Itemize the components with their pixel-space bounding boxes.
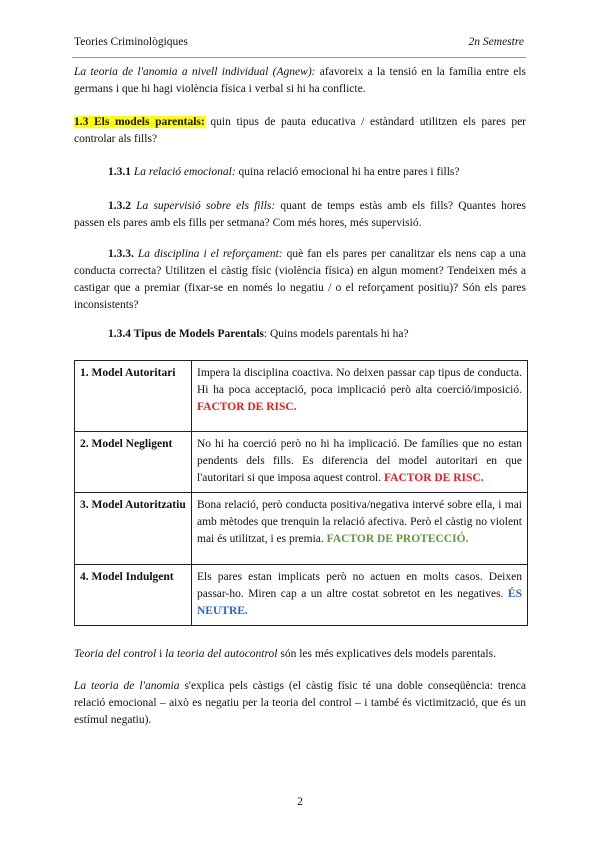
section-1-3-2-title: La supervisió sobre els fills: xyxy=(136,200,276,212)
section-1-3-2-text: quant de temps estàs amb els fills? Quantes hores passen els pares amb els fills per setmana? Com més hores, més supervisió. xyxy=(74,200,526,229)
model-description-text: Els pares estan implicats però no actuen en molts casos. Deixen passar-ho. Miren cap a un altre costat sobretot en les negatives. xyxy=(197,571,522,600)
risk-factor-tag: FACTOR DE RISC. xyxy=(197,401,297,413)
model-name: 3. Model Autoritzatiu xyxy=(75,493,192,565)
section-1-3 xyxy=(74,114,526,148)
control-theory-text: són les més explicatives dels models parentals. xyxy=(277,648,496,660)
section-1-3-text: quin tipus de pauta educativa / estàndard utilitzen els pares per controlar als fills? xyxy=(74,116,526,145)
parental-models-table xyxy=(74,360,528,626)
table-row xyxy=(75,361,528,432)
section-1-3-1-title: La relació emocional: xyxy=(133,166,236,178)
model-name: 2. Model Negligent xyxy=(75,432,192,493)
paragraph-control-theory xyxy=(74,646,526,663)
anomia-individual-text: afavoreix a la tensió en la família entre els germans i que hi hagi violència física i verbal si hi ha conflicte. xyxy=(74,66,526,95)
section-1-3-4 xyxy=(74,326,526,343)
header-course-title: Teories Criminològiques xyxy=(74,36,188,48)
section-1-3-3-number: 1.3.3. xyxy=(108,248,138,260)
section-1-3-1-number: 1.3.1 xyxy=(108,166,134,178)
protection-factor-tag: FACTOR DE PROTECCIÓ. xyxy=(326,533,469,545)
model-name: 1. Model Autoritari xyxy=(75,361,192,432)
model-description xyxy=(192,361,528,432)
anomia-punishment-text: s'explica pels càstigs (el càstig físic té una doble conseqüència: trenca relació emocional – això es negatiu per la teoria del control – i també és victimització, que és un estímul negatiu). xyxy=(74,680,527,726)
table-row xyxy=(75,432,528,493)
section-1-3-2-number: 1.3.2 xyxy=(108,200,137,212)
model-description xyxy=(192,493,528,565)
section-1-3-4-heading: 1.3.4 Tipus de Models Parentals xyxy=(108,328,264,340)
model-description-text: No hi ha coerció però no hi ha implicació. De famílies que no estan pendents dels fills. Es diferencia del model autoritari en que l'autoritari si que imposa aquest control. xyxy=(197,438,522,484)
table-row xyxy=(75,493,528,565)
section-1-3-3-text: què fan els pares per canalitzar els nens cap a una conducta correcta? Utilitzen el càstig físic (violència física) en algun moment? Tendeixen més a castigar que a premiar (fixar-se en només lo negatiu / o el reforçament positiu)? Són els pares inconsistents? xyxy=(74,248,527,311)
section-1-3-heading: 1.3 Els models parentals: xyxy=(74,116,205,128)
neutral-tag: ÉS NEUTRE. xyxy=(197,588,522,617)
model-name: 4. Model Indulgent xyxy=(75,565,192,626)
paragraph-anomia-punishment xyxy=(74,678,526,729)
control-theory-connector: i xyxy=(156,648,166,660)
section-1-3-3-title: La disciplina i el reforçament: xyxy=(137,248,283,260)
model-description-text: Impera la disciplina coactiva. No deixen passar cap tipus de conducta. Hi ha poca acceptació, poca implicació però alta coerció/imposició. xyxy=(197,367,522,396)
section-1-3-1 xyxy=(74,164,526,181)
table-row xyxy=(75,565,528,626)
risk-factor-tag: FACTOR DE RISC. xyxy=(384,472,484,484)
section-1-3-3 xyxy=(74,246,526,314)
model-description xyxy=(192,432,528,493)
header-divider xyxy=(72,57,526,58)
control-theory-term: Teoria del control xyxy=(74,648,157,660)
model-description xyxy=(192,565,528,626)
model-description-text: Bona relació, però conducta positiva/negativa intervé sobre ella, i mai amb mètodes que trenquin la relació afectiva. Però el càstig no violent mai és utilitzat, i es premia. xyxy=(197,499,522,545)
section-1-3-1-text: quina relació emocional hi ha entre pares i fills? xyxy=(235,166,460,178)
anomia-individual-title: La teoria de l'anomia a nivell individual (Agnew): xyxy=(74,66,316,78)
page-header xyxy=(74,36,524,54)
section-1-3-2 xyxy=(74,198,526,232)
section-1-3-4-text: : Quins models parentals hi ha? xyxy=(263,328,409,340)
paragraph-anomia-individual xyxy=(74,64,526,98)
page-number: 2 xyxy=(297,796,303,808)
anomia-theory-term: La teoria de l'anomia xyxy=(74,680,180,692)
header-semester: 2n Semestre xyxy=(468,36,524,48)
self-control-theory-term: la teoria del autocontrol xyxy=(165,648,278,660)
